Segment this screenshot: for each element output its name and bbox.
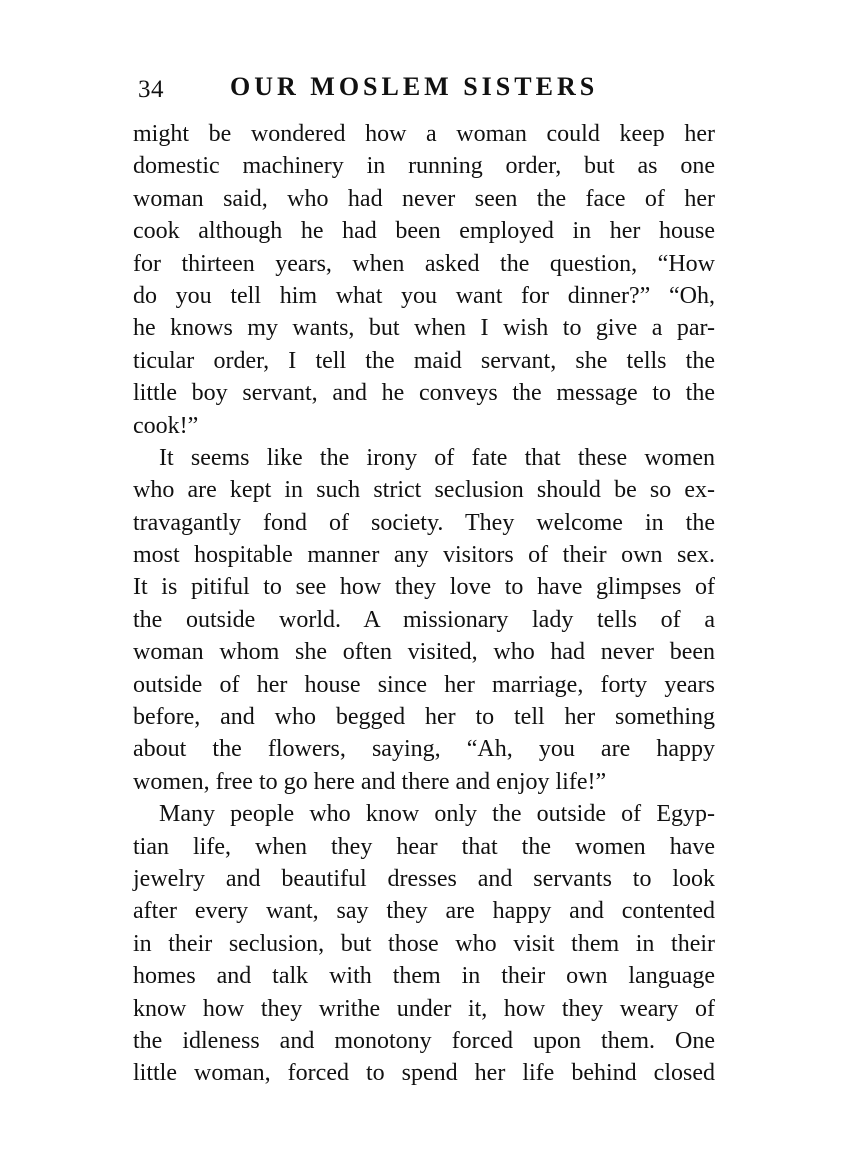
text-line: little boy servant, and he conveys the message to the [133, 380, 715, 407]
text-line: about the flowers, saying, “Ah, you are happy [133, 736, 715, 763]
body-text [133, 118, 715, 1090]
text-line: know how they writhe under it, how they weary of [133, 995, 715, 1022]
text-line: women, free to go here and there and enjoy life!” [133, 768, 607, 795]
text-line: woman said, who had never seen the face of her [133, 185, 715, 212]
text-line: cook!” [133, 412, 199, 439]
text-line: might be wondered how a woman could keep her [133, 121, 715, 147]
text-line: after every want, say they are happy and contented [133, 898, 715, 925]
page-number: 34 [138, 76, 164, 103]
text-line: woman whom she often visited, who had never been [133, 639, 715, 666]
text-line: before, and who begged her to tell her something [133, 704, 715, 731]
text-line: in their seclusion, but those who visit them in their [133, 930, 715, 957]
text-line: travagantly fond of society. They welcome in the [133, 509, 715, 536]
text-line: outside of her house since her marriage, forty years [133, 671, 715, 698]
running-title: OUR MOSLEM SISTERS [230, 72, 599, 101]
text-line: the outside world. A missionary lady tells of a [133, 606, 715, 633]
text-line: little woman, forced to spend her life behind closed [133, 1060, 715, 1087]
text-line: It seems like the irony of fate that these women [159, 444, 715, 471]
text-line: the idleness and monotony forced upon them. One [133, 1027, 715, 1054]
text-line: Many people who know only the outside of Egyp- [159, 801, 715, 828]
text-line: homes and talk with them in their own language [133, 963, 715, 990]
text-line: It is pitiful to see how they love to have glimpses of [133, 574, 715, 601]
text-line: domestic machinery in running order, but as one [133, 153, 715, 180]
text-line: jewelry and beautiful dresses and servants to look [133, 865, 715, 892]
text-line: he knows my wants, but when I wish to give a par- [133, 315, 715, 342]
running-header [138, 70, 718, 110]
text-line: cook although he had been employed in her house [133, 218, 715, 245]
text-line: ticular order, I tell the maid servant, she tells the [133, 347, 715, 374]
text-line: most hospitable manner any visitors of their own sex. [133, 542, 715, 569]
text-line: who are kept in such strict seclusion should be so ex- [133, 477, 715, 504]
text-line: do you tell him what you want for dinner?” “Oh, [133, 282, 715, 309]
text-line: tian life, when they hear that the women have [133, 833, 715, 860]
text-line: for thirteen years, when asked the question, “How [133, 250, 715, 277]
